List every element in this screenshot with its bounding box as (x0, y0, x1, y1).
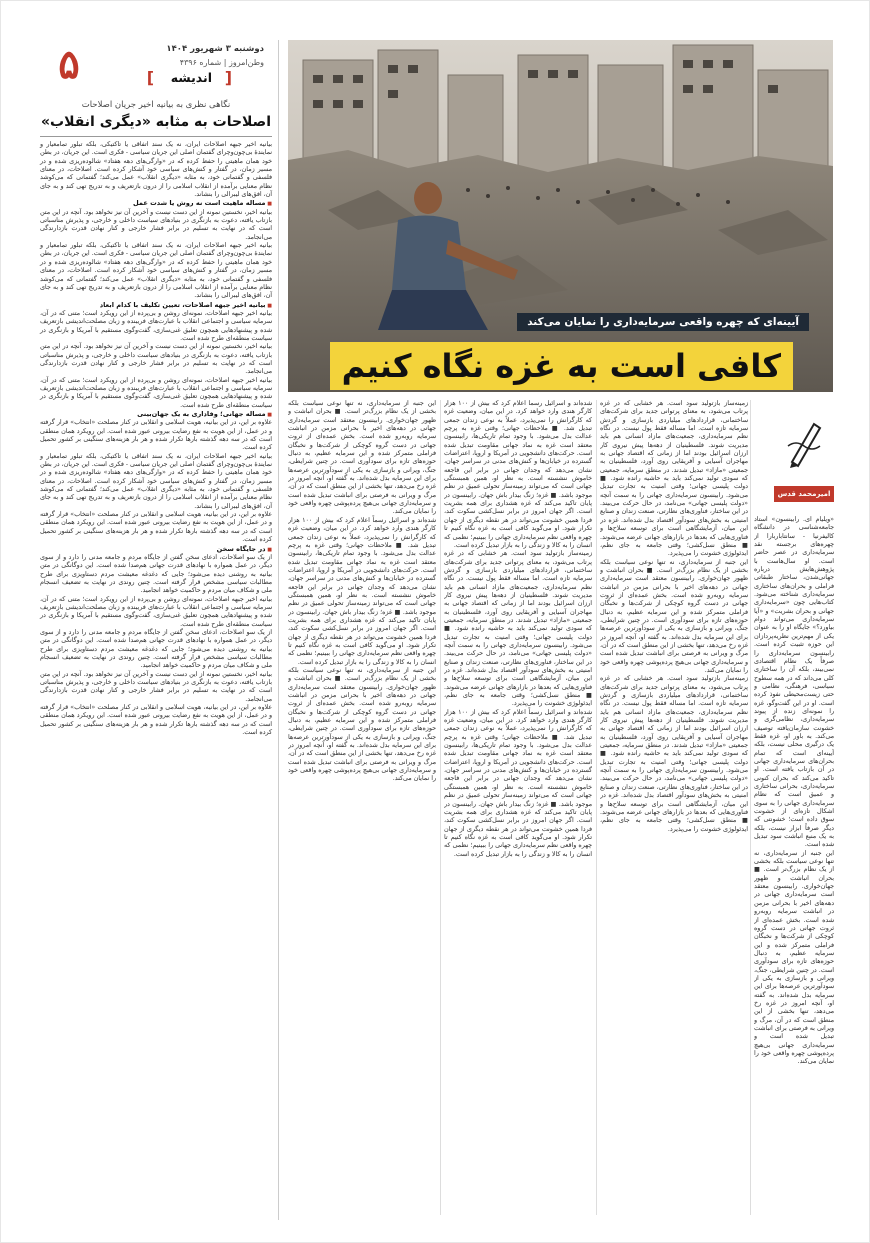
column-divider (278, 40, 279, 1220)
feature-headline: کافی است به غزه نگاه کنیم (330, 342, 793, 390)
column-rule (750, 400, 751, 1215)
feature-paragraph: این جنبه از سرمایه‌داری، نه تنها نوعی سیاست بلکه بخشی از یک نظام بزرگ‌تر است. ■ بحران انباشت و ظهور جهان‌خواری. رابینسون معتقد است سرمایه‌داری جهانی در دهه‌های اخیر با بحرانی مزمن در انباشت سرمایه روبه‌رو شده است. بخش عمده‌ای از ثروت جهانی در دست گروه کوچکی از شرکت‌ها و نخبگان فراملی متمرکز شده و این سرمایه عظیم، به دنبال حوزه‌های تازه برای سودآوری است. در چنین شرایطی، جنگ، ویرانی و بازسازی به یکی از سودآورترین عرصه‌ها برای این سرمایه بدل شده‌اند. به گفته او، آنچه امروز در غزه رخ می‌دهد، تنها بخشی از این منطق است که در آن، مرگ و ویرانی به فرصتی برای انباشت تبدیل شده است و سرمایه‌داری جهانی بی‌هیچ پرده‌پوشی چهره واقعی خود را نمایان می‌کند. (288, 400, 436, 516)
column-rule (596, 400, 597, 1215)
section-bracket-close: ] (146, 68, 154, 87)
photo-illustration (288, 40, 833, 392)
section-bracket-open: [ (224, 68, 232, 87)
left-paragraph: بیانیه اخیر، نخستین نمونه از این دست نیست و آخرین آن نیز نخواهد بود. آنچه در این متن بازتاب یافته، دعوت به بازنگری در بنیادهای سیاست داخلی و خارجی، و پذیرش مناسباتی است که در نهایت به تسلیم در برابر فشار خارجی و کنار نهادن قدرت بازدارندگی می‌انجامد. (40, 343, 272, 376)
left-article-body (40, 141, 272, 737)
left-article-kicker: نگاهی نظری به بیانیه اخیر جریان اصلاحات (81, 100, 231, 110)
left-paragraph: علاوه بر این، در این بیانیه، هویت اسلامی و انقلابی در کنار مصلحت «انتخاب» قرار گرفته و در عمل، از این هویت به نفع رضایت بیرونی عبور شده است. این رویکرد همان منطقی است که در سه دهه گذشته بارها تکرار شده و هر بار هزینه‌های سنگینی بر کشور تحمیل کرده است. (40, 419, 272, 452)
feature-paragraph: زمینه‌ساز بازتولید سود است. هر خشابی که در غزه پرتاب می‌شود، به معنای پرتوانی جدید برای شرکت‌های ساختمانی، قراردادهای میلیاردی بازسازی و گردش سرمایه تازه است. اما مساله فقط پول نیست. در نگاه نظم سرمایه‌داری، جمعیت‌های مازاد انسانی هم باید مدیریت شوند. فلسطینیان از دهه‌ها پیش نیروی کار ارزان اسرائیل بودند اما از زمانی که اقتصاد جهانی به مهاجران آسیایی و آفریقایی روی آورد، فلسطینیان به جمعیتی «مازاد» تبدیل شدند. در منطق سرمایه، جمعیتی که سودی تولید نمی‌کند باید به حاشیه رانده شود. ■ دولت پلیسی جهانی؛ وقتی امنیت به تجارت تبدیل می‌شود. رابینسون سرمایه‌داری جهانی را به سمت آنچه «دولت پلیسی جهانی» می‌نامد، در حال حرکت می‌بیند. در این ساختار، فناوری‌های نظارتی، صنعت زندان و صنایع امنیتی به بخش‌های سودآور اقتصاد بدل شده‌اند. غزه در این میان، آزمایشگاهی است برای توسعه سلاح‌ها و فناوری‌هایی که بعدها در بازارهای جهانی عرضه می‌شوند. ■ منطق نسل‌کشی؛ وقتی جامعه به جای نظم، ایدئولوژی خشونت را می‌پذیرد. (600, 675, 748, 833)
feature-paragraph: زمینه‌ساز بازتولید سود است. هر خشابی که در غزه پرتاب می‌شود، به معنای پرتوانی جدید برای شرکت‌های ساختمانی، قراردادهای میلیاردی بازسازی و گردش سرمایه تازه است. اما مساله فقط پول نیست. در نگاه نظم سرمایه‌داری، جمعیت‌های مازاد انسانی هم باید مدیریت شوند. فلسطینیان از دهه‌ها پیش نیروی کار ارزان اسرائیل بودند اما از زمانی که اقتصاد جهانی به مهاجران آسیایی و آفریقایی روی آورد، فلسطینیان به جمعیتی «مازاد» تبدیل شدند. در منطق سرمایه، جمعیتی که سودی تولید نمی‌کند باید به حاشیه رانده شود. ■ دولت پلیسی جهانی؛ وقتی امنیت به تجارت تبدیل می‌شود. رابینسون سرمایه‌داری جهانی را به سمت آنچه «دولت پلیسی جهانی» می‌نامد، در حال حرکت می‌بیند. در این ساختار، فناوری‌های نظارتی، صنعت زندان و صنایع امنیتی به بخش‌های سودآور اقتصاد بدل شده‌اند. غزه در این میان، آزمایشگاهی است برای توسعه سلاح‌ها و فناوری‌هایی که بعدها در بازارهای جهانی عرضه می‌شوند. ■ منطق نسل‌کشی؛ وقتی جامعه به جای نظم، ایدئولوژی خشونت را می‌پذیرد. (600, 400, 748, 558)
left-paragraph: بیانیه اخیر جبهه اصلاحات ایران، نه یک سند اتفاقی یا تاکتیکی، بلکه تبلور تمامعیار و نمایندهٔ بی‌چون‌وچرای گفتمان اصلی این جریان سیاسی - فکری است. این جریان، در بطن خود همان ماهیتی را حفظ کرده که در «وارگی‌های دهه هفتاد» شالوده‌ریزی شده و در مسیر زمان، در گفتار و کنش‌های سیاسی خود آشکار کرده است. اصلاحات، در معنای فلسفی و گفتمانی خود، به مثابه «دیگری انقلاب» عمل می‌کند؛ گفتمانی که می‌کوشد نظام معنایی برآمده از انقلاب اسلامی را از درون بازتعریف و به تدریج تهی کند و به جای آن، افق‌های لیبرالی را بنشاند. (40, 452, 272, 510)
feature-paragraph: این جنبه از سرمایه‌داری، نه تنها نوعی سیاست بلکه بخشی از یک نظام بزرگ‌تر است. ■ بحران انباشت و ظهور جهان‌خواری. رابینسون معتقد است سرمایه‌داری جهانی در دهه‌های اخیر با بحرانی مزمن در انباشت سرمایه روبه‌رو شده است. بخش عمده‌ای از ثروت جهانی در دست گروه کوچکی از شرکت‌ها و نخبگان فراملی متمرکز شده و این سرمایه عظیم، به دنبال حوزه‌های تازه برای سودآوری است. در چنین شرایطی، جنگ، ویرانی و بازسازی به یکی از سودآورترین عرصه‌ها برای این سرمایه بدل شده‌اند. به گفته او، آنچه امروز در غزه رخ می‌دهد، تنها بخشی از این منطق است که در آن، مرگ و ویرانی به فرصتی برای انباشت تبدیل شده است و سرمایه‌داری جهانی بی‌هیچ پرده‌پوشی چهره واقعی خود را نمایان می‌کند. (754, 849, 834, 1066)
section-title: اندیشه (170, 70, 212, 85)
issue-number: وطن‌امروز | شماره ۴۳۹۶ (179, 58, 264, 67)
left-paragraph: بیانیه اخیر جبهه اصلاحات ایران، نه یک سند اتفاقی یا تاکتیکی، بلکه تبلور تمامعیار و نمایندهٔ بی‌چون‌وچرای گفتمان اصلی این جریان سیاسی - فکری است. این جریان، در بطن خود همان ماهیتی را حفظ کرده که در «وارگی‌های دهه هفتاد» شالوده‌ریزی شده و در مسیر زمان، در گفتار و کنش‌های سیاسی خود آشکار کرده است. اصلاحات، در معنای فلسفی و گفتمانی خود، به مثابه «دیگری انقلاب» عمل می‌کند؛ گفتمانی که می‌کوشد نظام معنایی برآمده از انقلاب اسلامی را از درون بازتعریف و به تدریج تهی کند و به جای آن، افق‌های لیبرالی را بنشاند. (40, 141, 272, 199)
author-name: امیرمحمد قدس (774, 486, 834, 502)
left-paragraph: علاوه بر این، در این بیانیه، هویت اسلامی و انقلابی در کنار مصلحت «انتخاب» قرار گرفته و در عمل، از این هویت به نفع رضایت بیرونی عبور شده است. این رویکرد همان منطقی است که در سه دهه گذشته بارها تکرار شده و هر بار هزینه‌های سنگینی بر کشور تحمیل کرده است. (40, 511, 272, 544)
left-subheading: ■ در جایگاه سخن (40, 545, 272, 554)
feature-paragraph: این جنبه از سرمایه‌داری، نه تنها نوعی سیاست بلکه بخشی از یک نظام بزرگ‌تر است. ■ بحران انباشت و ظهور جهان‌خواری. رابینسون معتقد است سرمایه‌داری جهانی در دهه‌های اخیر با بحرانی مزمن در انباشت سرمایه روبه‌رو شده است. بخش عمده‌ای از ثروت جهانی در دست گروه کوچکی از شرکت‌ها و نخبگان فراملی متمرکز شده و این سرمایه عظیم، به دنبال حوزه‌های تازه برای سودآوری است. در چنین شرایطی، جنگ، ویرانی و بازسازی به یکی از سودآورترین عرصه‌ها برای این سرمایه بدل شده‌اند. به گفته او، آنچه امروز در غزه رخ می‌دهد، تنها بخشی از این منطق است که در آن، مرگ و ویرانی به فرصتی برای انباشت تبدیل شده است و سرمایه‌داری جهانی بی‌هیچ پرده‌پوشی چهره واقعی خود را نمایان می‌کند. (600, 558, 748, 674)
feature-body (288, 400, 748, 1215)
feature-kicker: آیینه‌ای که چهره واقعی سرمایه‌داری را نمایان می‌کند (517, 313, 809, 331)
left-paragraph: بیانیه اخیر جبهه اصلاحات، نمونه‌ای روشن و بی‌پرده از این رویکرد است؛ متنی که در آن، سرمایه سیاسی و اجتماعی انقلاب با عبارت‌های فریبنده و زبان مصلحت‌اندیشی بازتعریف شده و پیشنهادهایی همچون تعلیق غنی‌سازی، گفت‌وگوی مستقیم با آمریکا و بازنگری در سیاست منطقه‌ای طرح شده است. (40, 309, 272, 342)
feature-paragraph: زمینه‌ساز بازتولید سود است. هر خشابی که در غزه پرتاب می‌شود، به معنای پرتوانی جدید برای شرکت‌های ساختمانی، قراردادهای میلیاردی بازسازی و گردش سرمایه تازه است. اما مساله فقط پول نیست. در نگاه نظم سرمایه‌داری، جمعیت‌های مازاد انسانی هم باید مدیریت شوند. فلسطینیان از دهه‌ها پیش نیروی کار ارزان اسرائیل بودند اما از زمانی که اقتصاد جهانی به مهاجران آسیایی و آفریقایی روی آورد، فلسطینیان به جمعیتی «مازاد» تبدیل شدند. در منطق سرمایه، جمعیتی که سودی تولید نمی‌کند باید به حاشیه رانده شود. ■ دولت پلیسی جهانی؛ وقتی امنیت به تجارت تبدیل می‌شود. رابینسون سرمایه‌داری جهانی را به سمت آنچه «دولت پلیسی جهانی» می‌نامد، در حال حرکت می‌بیند. در این ساختار، فناوری‌های نظارتی، صنعت زندان و صنایع امنیتی به بخش‌های سودآور اقتصاد بدل شده‌اند. غزه در این میان، آزمایشگاهی است برای توسعه سلاح‌ها و فناوری‌هایی که بعدها در بازارهای جهانی عرضه می‌شوند. ■ منطق نسل‌کشی؛ وقتی جامعه به جای نظم، ایدئولوژی خشونت را می‌پذیرد. (444, 550, 592, 708)
feature-column-3 (444, 400, 592, 1215)
feature-paragraph: شده‌اند و اسرائیل رسماً اعلام کرد که بیش از ۱۰۰ هزار کارگر هندی وارد خواهد کرد. در این میان، وضعیت غزه که کارگرانش را نمی‌پذیرد، عملاً به نوعی زندان جمعی تبدیل شد. ■ ملاحظات جهانی؛ وقتی غزه به پرچم عدالت بدل می‌شود. با وجود تمام تاریکی‌ها، رابینسون معتقد است غزه به نماد جهانی مقاومت تبدیل شده است. حرکت‌های دانشجویی در آمریکا و اروپا، اعتراضات گسترده در خیابان‌ها و کنش‌های مدنی در سراسر جهان، نشان می‌دهد که وجدان جهانی در برابر این فاجعه خاموش ننشسته است. به نظر او، همین همبستگی جهانی است که می‌تواند زمینه‌ساز تحولی عمیق در نظم موجود باشد. ■ غزه؛ زنگ بیدار باش جهان. رابینسون در پایان تاکید می‌کند که غزه هشداری برای همه بشریت است. اگر جهان امروز در برابر نسل‌کشی سکوت کند، فردا همین خشونت می‌تواند در هر نقطه دیگری از جهان تکرار شود. او می‌گوید کافی است به غزه نگاه کنیم تا چهره واقعی نظم سرمایه‌داری جهانی را ببینیم؛ نظمی که انسان را به کالا و زندگی را به بازار تبدیل کرده است. (288, 516, 436, 666)
left-paragraph: از یک سو اصلاحات، ادعای سخن گفتن از جایگاه مردم و جامعه مدنی را دارد و از سوی دیگر، در عمل همواره با نهادهای قدرت جهانی هم‌صدا شده است. این دوگانگی در متن بیانیه به روشنی دیده می‌شود؛ جایی که دغدغه معیشت مردم دستاویزی برای طرح مطالبات سیاسی مشخص قرار گرفته است. چنین روندی در نهایت به تضعیف انسجام ملی و شکاف میان مردم و حاکمیت خواهد انجامید. (40, 628, 272, 670)
gaza-rubble-photo (288, 40, 833, 392)
left-paragraph: بیانیه اخیر، نخستین نمونه از این دست نیست و آخرین آن نیز نخواهد بود. آنچه در این متن بازتاب یافته، دعوت به بازنگری در بنیادهای سیاست داخلی و خارجی، و پذیرش مناسباتی است که در نهایت به تسلیم در برابر فشار خارجی و کنار نهادن قدرت بازدارندگی می‌انجامد. (40, 208, 272, 241)
left-subheading: ■ بیانیه اخیر جبهه اصلاحات، تعیین تکلیف با کدام ابعاد (40, 301, 272, 310)
left-paragraph: از یک سو اصلاحات، ادعای سخن گفتن از جایگاه مردم و جامعه مدنی را دارد و از سوی دیگر، در عمل همواره با نهادهای قدرت جهانی هم‌صدا شده است. این دوگانگی در متن بیانیه به روشنی دیده می‌شود؛ جایی که دغدغه معیشت مردم دستاویزی برای طرح مطالبات سیاسی مشخص قرار گرفته است. چنین روندی در نهایت به تضعیف انسجام ملی و شکاف میان مردم و حاکمیت خواهد انجامید. (40, 553, 272, 595)
feature-paragraph: شده‌اند و اسرائیل رسماً اعلام کرد که بیش از ۱۰۰ هزار کارگر هندی وارد خواهد کرد. در این میان، وضعیت غزه که کارگرانش را نمی‌پذیرد، عملاً به نوعی زندان جمعی تبدیل شد. ■ ملاحظات جهانی؛ وقتی غزه به پرچم عدالت بدل می‌شود. با وجود تمام تاریکی‌ها، رابینسون معتقد است غزه به نماد جهانی مقاومت تبدیل شده است. حرکت‌های دانشجویی در آمریکا و اروپا، اعتراضات گسترده در خیابان‌ها و کنش‌های مدنی در سراسر جهان، نشان می‌دهد که وجدان جهانی در برابر این فاجعه خاموش ننشسته است. به نظر او، همین همبستگی جهانی است که می‌تواند زمینه‌ساز تحولی عمیق در نظم موجود باشد. ■ غزه؛ زنگ بیدار باش جهان. رابینسون در پایان تاکید می‌کند که غزه هشداری برای همه بشریت است. اگر جهان امروز در برابر نسل‌کشی سکوت کند، فردا همین خشونت می‌تواند در هر نقطه دیگری از جهان تکرار شود. او می‌گوید کافی است به غزه نگاه کنیم تا چهره واقعی نظم سرمایه‌داری جهانی را ببینیم؛ نظمی که انسان را به کالا و زندگی را به بازار تبدیل کرده است. (444, 708, 592, 858)
left-article (40, 98, 272, 1210)
left-paragraph: بیانیه اخیر جبهه اصلاحات، نمونه‌ای روشن و بی‌پرده از این رویکرد است؛ متنی که در آن، سرمایه سیاسی و اجتماعی انقلاب با عبارت‌های فریبنده و زبان مصلحت‌اندیشی بازتعریف شده و پیشنهادهایی همچون تعلیق غنی‌سازی، گفت‌وگوی مستقیم با آمریکا و بازنگری در سیاست منطقه‌ای طرح شده است. (40, 595, 272, 628)
feature-column-1 (754, 516, 834, 1215)
left-paragraph: علاوه بر این، در این بیانیه، هویت اسلامی و انقلابی در کنار مصلحت «انتخاب» قرار گرفته و در عمل، از این هویت به نفع رضایت بیرونی عبور شده است. این رویکرد همان منطقی است که در سه دهه گذشته بارها تکرار شده و هر بار هزینه‌های سنگینی بر کشور تحمیل کرده است. (40, 704, 272, 737)
left-subheading: ■ مساله ماهیت است نه روش یا شدت عمل (40, 199, 272, 208)
page-masthead (40, 38, 272, 90)
pen-icon (774, 400, 834, 486)
author-byline (774, 400, 834, 510)
issue-date: دوشنبه ۳ شهریور ۱۴۰۴ (166, 44, 264, 54)
left-paragraph: بیانیه اخیر جبهه اصلاحات، نمونه‌ای روشن و بی‌پرده از این رویکرد است؛ متنی که در آن، سرمایه سیاسی و اجتماعی انقلاب با عبارت‌های فریبنده و زبان مصلحت‌اندیشی بازتعریف شده و پیشنهادهایی همچون تعلیق غنی‌سازی، گفت‌وگوی مستقیم با آمریکا و بازنگری در سیاست منطقه‌ای طرح شده است. (40, 376, 272, 409)
feature-paragraph: این جنبه از سرمایه‌داری، نه تنها نوعی سیاست بلکه بخشی از یک نظام بزرگ‌تر است. ■ بحران انباشت و ظهور جهان‌خواری. رابینسون معتقد است سرمایه‌داری جهانی در دهه‌های اخیر با بحرانی مزمن در انباشت سرمایه روبه‌رو شده است. بخش عمده‌ای از ثروت جهانی در دست گروه کوچکی از شرکت‌ها و نخبگان فراملی متمرکز شده و این سرمایه عظیم، به دنبال حوزه‌های تازه برای سودآوری است. در چنین شرایطی، جنگ، ویرانی و بازسازی به یکی از سودآورترین عرصه‌ها برای این سرمایه بدل شده‌اند. به گفته او، آنچه امروز در غزه رخ می‌دهد، تنها بخشی از این منطق است که در آن، مرگ و ویرانی به فرصتی برای انباشت تبدیل شده است و سرمایه‌داری جهانی بی‌هیچ پرده‌پوشی چهره واقعی خود را نمایان می‌کند. (288, 667, 436, 783)
column-rule (440, 400, 441, 1215)
left-subheading: ■ مساله جهانی؛ وفاداری به یک جهان‌بینی (40, 410, 272, 419)
feature-paragraph: «ویلیام ای. رابینسون» استاد جامعه‌شناسی در دانشگاه کالیفرنیا - سانتاباربارا از چهره‌های برجسته نقد سرمایه‌داری در عصر حاضر است. او سال‌هاست با پژوهش‌هایش درباره جهانی‌شدن، ساختار طبقاتی فراملی و بحران‌های ساختاری سرمایه‌داری شناخته می‌شود. کتاب‌هایی چون «سرمایه‌داری جهانی و بحران بشریت» و «آیا سرمایه‌داری می‌تواند دوام بیاورد؟» جایگاه او را به عنوان یکی از مهم‌ترین نظریه‌پردازان این حوزه تثبیت کرده است. رابینسون سرمایه‌داری را صرفاً یک نظام اقتصادی نمی‌بیند، بلکه آن را ساختاری کلی می‌داند که در همه سطوح سیاسی، فرهنگی، نظامی و حتی زیست‌محیطی نفوذ کرده است. او در این گفت‌وگو، غزه را نمونه‌ای زنده از پیوند سرمایه‌داری، نظامی‌گری و خشونت سازمان‌یافته توصیف می‌کند. به باور او، غزه فقط یک درگیری محلی نیست، بلکه آیینه‌ای است که تمام بحران‌های سرمایه‌داری جهانی در آن بازتاب یافته است. او تاکید می‌کند که بحران کنونی سرمایه‌داری، بحرانی ساختاری و عمیق است که نظام سرمایه‌داری جهانی را به سوی اشکال تازه‌ای از خشونت سوق داده است؛ خشونتی که دیگر صرفاً ابزار نیست، بلکه به یک منبع انباشت سود تبدیل شده است. (754, 516, 834, 849)
left-paragraph: بیانیه اخیر جبهه اصلاحات ایران، نه یک سند اتفاقی یا تاکتیکی، بلکه تبلور تمامعیار و نمایندهٔ بی‌چون‌وچرای گفتمان اصلی این جریان سیاسی - فکری است. این جریان، در بطن خود همان ماهیتی را حفظ کرده که در «وارگی‌های دهه هفتاد» شالوده‌ریزی شده و در مسیر زمان، در گفتار و کنش‌های سیاسی خود آشکار کرده است. اصلاحات، در معنای فلسفی و گفتمانی خود، به مثابه «دیگری انقلاب» عمل می‌کند؛ گفتمانی که می‌کوشد نظام معنایی برآمده از انقلاب اسلامی را از درون بازتعریف و به تدریج تهی کند و به جای آن، افق‌های لیبرالی را بنشاند. (40, 242, 272, 300)
page-number: ۵ (58, 41, 80, 88)
feature-column-2 (600, 400, 748, 1215)
feature-paragraph: شده‌اند و اسرائیل رسماً اعلام کرد که بیش از ۱۰۰ هزار کارگر هندی وارد خواهد کرد. در این میان، وضعیت غزه که کارگرانش را نمی‌پذیرد، عملاً به نوعی زندان جمعی تبدیل شد. ■ ملاحظات جهانی؛ وقتی غزه به پرچم عدالت بدل می‌شود. با وجود تمام تاریکی‌ها، رابینسون معتقد است غزه به نماد جهانی مقاومت تبدیل شده است. حرکت‌های دانشجویی در آمریکا و اروپا، اعتراضات گسترده در خیابان‌ها و کنش‌های مدنی در سراسر جهان، نشان می‌دهد که وجدان جهانی در برابر این فاجعه خاموش ننشسته است. به نظر او، همین همبستگی جهانی است که می‌تواند زمینه‌ساز تحولی عمیق در نظم موجود باشد. ■ غزه؛ زنگ بیدار باش جهان. رابینسون در پایان تاکید می‌کند که غزه هشداری برای همه بشریت است. اگر جهان امروز در برابر نسل‌کشی سکوت کند، فردا همین خشونت می‌تواند در هر نقطه دیگری از جهان تکرار شود. او می‌گوید کافی است به غزه نگاه کنیم تا چهره واقعی نظم سرمایه‌داری جهانی را ببینیم؛ نظمی که انسان را به کالا و زندگی را به بازار تبدیل کرده است. (444, 400, 592, 549)
left-article-rule (40, 136, 272, 137)
feature-column-4 (288, 400, 436, 1215)
left-paragraph: بیانیه اخیر، نخستین نمونه از این دست نیست و آخرین آن نیز نخواهد بود. آنچه در این متن بازتاب یافته، دعوت به بازنگری در بنیادهای سیاست داخلی و خارجی، و پذیرش مناسباتی است که در نهایت به تسلیم در برابر فشار خارجی و کنار نهادن قدرت بازدارندگی می‌انجامد. (40, 670, 272, 703)
left-article-headline: اصلاحات به مثابه «دیگری انقلاب» (40, 114, 272, 130)
